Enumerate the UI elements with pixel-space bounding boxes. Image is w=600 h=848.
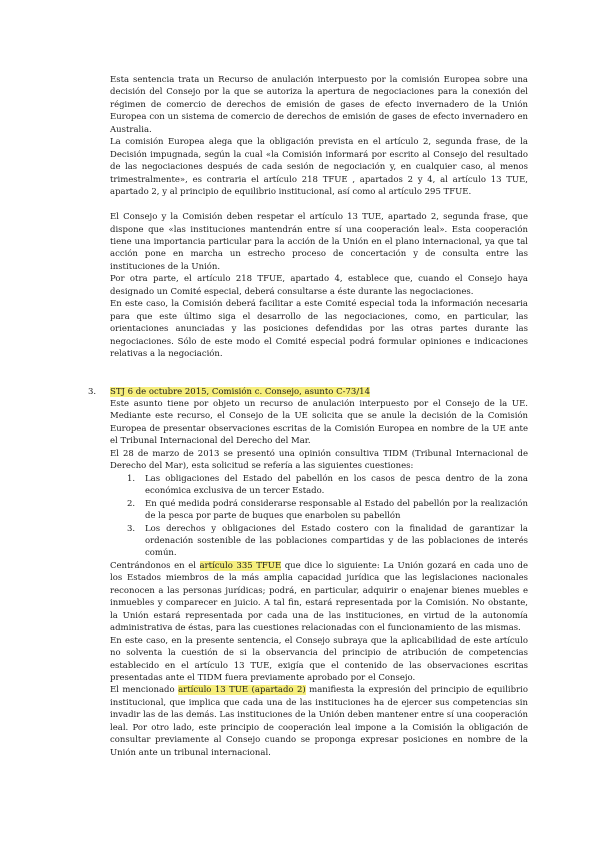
case-paragraph [110,560,528,635]
list-item-text: Los derechos y obligaciones del Estado costero con la finalidad de garantizar la ordenación sostenible de las poblaciones compartidas y de las poblaciones de interés común. [145,523,528,559]
intro-paragraph: El Consejo y la Comisión deben respetar el artículo 13 TUE, apartado 2, segunda frase, que dispone que «las instituciones mantendrán entre sí una cooperación leal». Esta cooperación tiene una importancia particular para la acción de la Unión en el plano internacional, ya que tal acción pone en marcha un estrecho proceso de concertación y de consulta entre las instituciones de la Unión. [110,212,528,272]
case-paragraph [110,684,528,759]
list-item-number: 2. [127,498,136,509]
highlighted-article: artículo 335 TFUE [199,560,282,571]
intro-paragraph: Por otra parte, el artículo 218 TFUE, apartado 4, establece que, cuando el Consejo haya designado un Comité especial, deberá consultarse a éste durante las negociaciones. [110,274,528,297]
list-item-number: 3. [127,523,136,534]
intro-paragraph: La comisión Europea alega que la obligación prevista en el artículo 2, segunda frase, de la Decisión impugnada, según la cual «la Comisión informará por escrito al Consejo del resultado de las negociaciones después de cada sesión de negociación y, en cualquier caso, al menos trimestralmente», es contraria el artículo 218 TFUE , apartados 2 y 4, al artículo 13 TUE, apartado 2, y al principio de equilibrio institucional, así como al artículo 295 TFUE. [110,137,528,198]
questions-list [110,473,528,560]
case-paragraph: En este caso, en la presente sentencia, el Consejo subraya que la aplicabilidad de este artículo no solventa la cuestión de si la observancia del principio de atribución de competencias establecido en el artículo 13 TUE, exigía que el contenido de las observaciones escritas presentadas ante el TIDM fuera previamente aprobado por el Consejo. [110,635,528,683]
paragraph-spacer [110,199,528,212]
section-number: 3. [88,386,97,397]
section-title-highlighted: STJ 6 de octubre 2015, Comisión c. Consejo, asunto C-73/14 [110,386,370,397]
list-item [110,498,528,523]
section-spacer [110,361,528,386]
list-item [110,473,528,498]
text-run: Centrándonos en el [110,560,200,571]
intro-paragraph: En este caso, la Comisión deberá facilitar a este Comité especial toda la información necesaria para que este último siga el desarrollo de las negociaciones, como, en particular, las orientaciones anunciadas y las posiciones defendidas por las otras partes durante las negociaciones. Sólo de este modo el Comité especial podrá formular opiniones e indicaciones relativas a la negociación. [110,299,528,360]
text-run: manifiesta la expresión del principio de equilibrio institucional, que implica que cada una de las instituciones ha de ejercer sus competencias sin invadir las de las demás. Las instituciones de la Unión deben mantener entre sí una cooperación leal. Por otro lado, este principio de cooperación leal impone a la Comisión la obligación de consultar previamente al Consejo cuando se proponga expresar posiciones en nombre de la Unión ante un tribunal internacional. [110,685,528,758]
section-heading [88,386,528,398]
case-paragraph: El 28 de marzo de 2013 se presentó una opinión consultiva TIDM (Tribunal Internacional de Derecho del Mar), esta solicitud se refería a las siguientes cuestiones: [110,448,528,472]
intro-paragraph: Esta sentencia trata un Recurso de anulación interpuesto por la comisión Europea sobre una decisión del Consejo por la que se autoriza la apertura de negociaciones para la conexión del régimen de comercio de derechos de emisión de gases de efecto invernadero de la Unión Europea con un sistema de comercio de derechos de emisión de gases de efecto invernadero en Australia. [110,75,528,135]
list-item-number: 1. [127,473,136,484]
highlighted-article: artículo 13 TUE (apartado 2) [178,685,306,696]
case-paragraph: Este asunto tiene por objeto un recurso de anulación interpuesto por el Consejo de la UE. Mediante este recurso, el Consejo de la UE solicita que se anule la decisión de la Comisión Europea de presentar observaciones escritas de la Comisión Europea en nombre de la UE ante el Tribunal Internacional del Derecho del Mar. [110,399,528,447]
list-item [110,523,528,560]
list-item-text: Las obligaciones del Estado del pabellón en los casos de pesca dentro de la zona económica exclusiva de un tercer Estado. [145,473,528,497]
text-run: El mencionado [110,685,179,696]
list-item-text: En qué medida podrá considerarse responsable al Estado del pabellón por la realización de la pesca por parte de buques que enarbolen su pabellón [145,498,528,522]
text-run: que dice lo siguiente: La Unión gozará en cada uno de los Estados miembros de la más amplia capacidad jurídica que las legislaciones nacionales reconocen a las personas jurídicas; podrá, en particular, adquirir o enajenar bienes muebles e inmuebles y comparecer en juicio. A tal fin, estará representada por la Comisión. No obstante, la Unión estará representada por cada una de las instituciones, en virtud de la autonomía administrativa de éstas, para las cuestiones relacionadas con el funcionamiento de las mismas. [110,560,528,634]
document-body [88,74,528,759]
